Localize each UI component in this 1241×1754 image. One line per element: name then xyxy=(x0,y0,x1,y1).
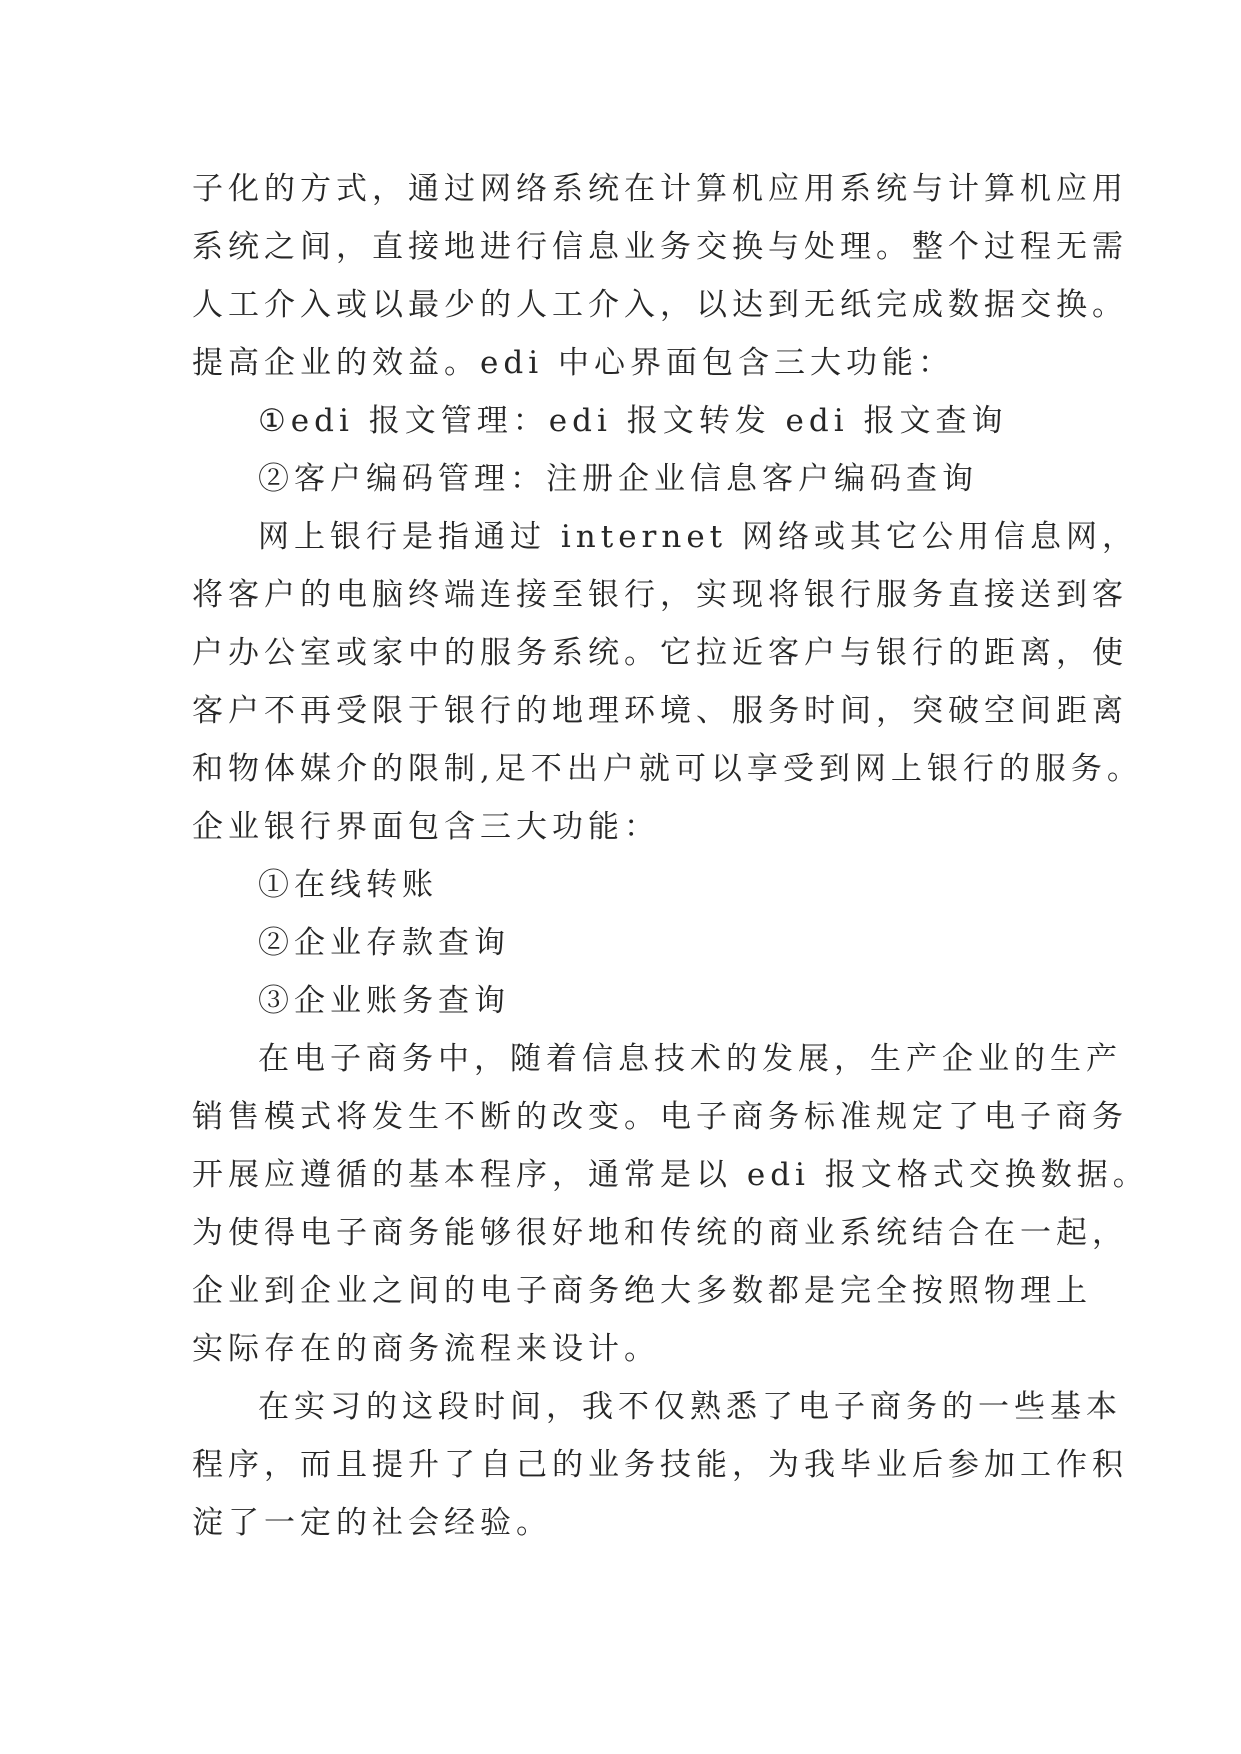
paragraph-start-line: 网上银行是指通过 internet 网络或其它公用信息网， xyxy=(258,519,1138,555)
list-item: ③企业账务查询 xyxy=(258,983,510,1019)
paragraph-start-line: 在实习的这段时间，我不仅熟悉了电子商务的一些基本 xyxy=(258,1389,1122,1425)
text-line: 将客户的电脑终端连接至银行，实现将银行服务直接送到客 xyxy=(192,577,1128,613)
text-line: 程序，而且提升了自己的业务技能，为我毕业后参加工作积 xyxy=(192,1447,1128,1483)
paragraph-start-line: 在电子商务中，随着信息技术的发展，生产企业的生产 xyxy=(258,1041,1122,1077)
text-line: 子化的方式，通过网络系统在计算机应用系统与计算机应用 xyxy=(192,171,1128,207)
text-line: 企业银行界面包含三大功能： xyxy=(192,809,660,845)
list-item: ①edi 报文管理：edi 报文转发 edi 报文查询 xyxy=(258,403,1008,439)
text-line: 和物体媒介的限制,足不出户就可以享受到网上银行的服务。 xyxy=(192,751,1143,787)
text-line: 提高企业的效益。edi 中心界面包含三大功能： xyxy=(192,345,954,381)
text-line: 人工介入或以最少的人工介入，以达到无纸完成数据交换。 xyxy=(192,287,1128,323)
list-item: ②客户编码管理：注册企业信息客户编码查询 xyxy=(258,461,978,497)
list-item: ②企业存款查询 xyxy=(258,925,510,961)
text-line: 销售模式将发生不断的改变。电子商务标准规定了电子商务 xyxy=(192,1099,1128,1135)
text-line: 户办公室或家中的服务系统。它拉近客户与银行的距离，使 xyxy=(192,635,1128,671)
list-item: ①在线转账 xyxy=(258,867,438,903)
text-line: 淀了一定的社会经验。 xyxy=(192,1505,552,1541)
text-line: 客户不再受限于银行的地理环境、服务时间，突破空间距离 xyxy=(192,693,1128,729)
text-line: 为使得电子商务能够很好地和传统的商业系统结合在一起， xyxy=(192,1215,1128,1251)
text-line: 实际存在的商务流程来设计。 xyxy=(192,1331,660,1367)
text-line: 开展应遵循的基本程序，通常是以 edi 报文格式交换数据。 xyxy=(192,1157,1149,1193)
document-body xyxy=(192,160,1149,1552)
text-line: 系统之间，直接地进行信息业务交换与处理。整个过程无需 xyxy=(192,229,1128,265)
text-line: 企业到企业之间的电子商务绝大多数都是完全按照物理上 xyxy=(192,1273,1092,1309)
